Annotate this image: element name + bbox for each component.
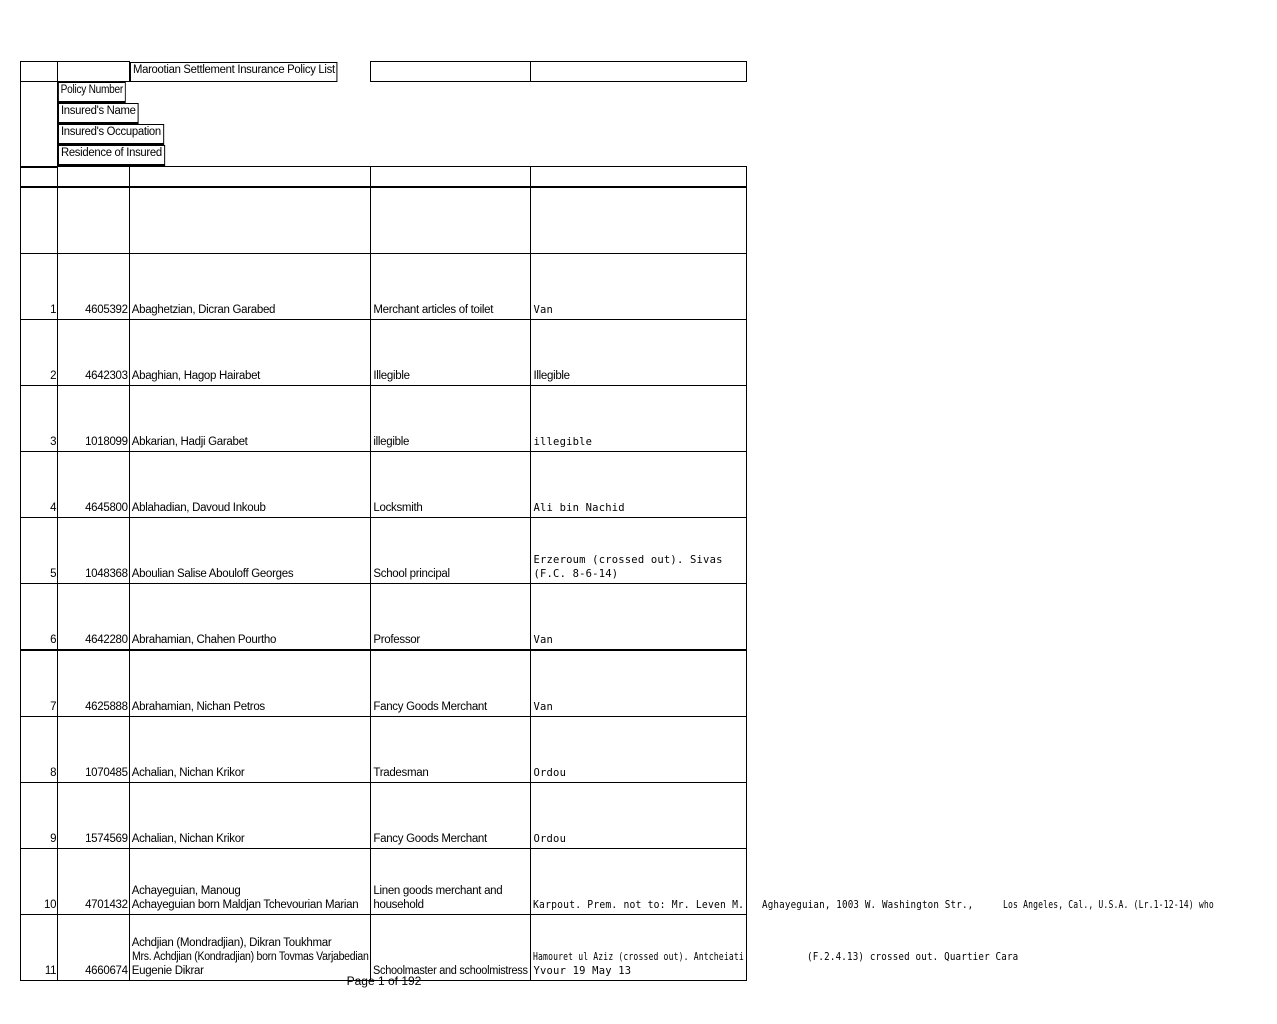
row-index: 11: [21, 914, 58, 980]
insured-occupation-line: Schoolmaster and schoolmistress: [373, 964, 529, 977]
insured-residence: [531, 517, 747, 583]
insured-name: [129, 385, 371, 451]
insured-residence: [531, 782, 747, 848]
policy-number: 4605392: [58, 253, 129, 319]
insured-residence-line: Karpout. Prem. not to: Mr. Leven M.: [533, 898, 745, 911]
insured-name-line: Achalian, Nichan Krikor: [131, 766, 245, 779]
row-index: 2: [21, 319, 58, 385]
policy-number: 4701432: [58, 848, 129, 914]
insured-name: [129, 319, 371, 385]
insured-residence: [531, 650, 747, 717]
insured-residence-line: Ordou: [533, 832, 567, 845]
insured-name-line: Achayeguian, Manoug: [131, 884, 241, 897]
insured-residence-line: (F.C. 8-6-14): [533, 567, 619, 580]
table-row: [21, 914, 747, 980]
insured-residence: [531, 451, 747, 517]
insured-residence: [531, 253, 747, 319]
insured-name-line: Abkarian, Hadji Garabet: [131, 435, 248, 448]
insured-occupation: [371, 253, 531, 319]
insured-name: [129, 914, 371, 980]
insured-occupation: [371, 319, 531, 385]
row-index: 9: [21, 782, 58, 848]
insured-occupation: [371, 650, 531, 717]
table-row: [21, 253, 747, 319]
insured-occupation-line: Merchant articles of toilet: [373, 303, 494, 316]
insured-residence-line: illegible: [533, 435, 593, 448]
insured-name-line: Achayeguian born Maldjan Tchevourian Marian: [131, 898, 359, 911]
insured-name-line: Abrahamian, Chahen Pourtho: [131, 633, 277, 646]
insured-residence-line: Hamouret ul Aziz (crossed out). Antcheiati: [533, 950, 745, 963]
insured-occupation-line: Fancy Goods Merchant: [373, 700, 487, 713]
insured-name-line: Abrahamian, Nichan Petros: [131, 700, 265, 713]
insured-residence-line: Erzeroum (crossed out). Sivas: [533, 553, 723, 566]
header-occupation: Insured's Occupation: [58, 124, 164, 145]
insured-name-line: Achalian, Nichan Krikor: [131, 832, 245, 845]
insured-occupation: [371, 716, 531, 782]
insured-residence-line: Aghayeguian, 1003 W. Washington Str.,: [761, 898, 974, 911]
insured-residence-line: Yvour 19 May 13: [533, 964, 632, 977]
insured-name: [129, 517, 371, 583]
table-row: [21, 650, 747, 717]
policy-number: 1574569: [58, 782, 129, 848]
insured-occupation-line: Linen goods merchant and: [373, 884, 503, 897]
insured-residence-line: Van: [533, 633, 554, 646]
insured-residence-line: Ordou: [533, 766, 567, 779]
row-index: 8: [21, 716, 58, 782]
policy-sheet: [20, 61, 1214, 981]
row-index: 5: [21, 517, 58, 583]
page-footer: Page 1 of 192: [346, 974, 422, 988]
insured-name: [129, 253, 371, 319]
insured-name: [129, 451, 371, 517]
table-row: [21, 782, 747, 848]
insured-residence-line: Van: [533, 303, 554, 316]
insured-occupation: [371, 517, 531, 583]
insured-occupation-line: School principal: [373, 567, 450, 580]
insured-occupation-line: Tradesman: [373, 766, 429, 779]
table-row: [21, 716, 747, 782]
insured-occupation: [371, 385, 531, 451]
insured-name-line: Mrs. Achdjian (Kondradjian) born Tovmas Varjabedian: [131, 950, 369, 963]
row-index: 3: [21, 385, 58, 451]
insured-name: [129, 782, 371, 848]
sheet-title: Marootian Settlement Insurance Policy List: [130, 62, 338, 82]
insured-occupation: [371, 848, 531, 914]
insured-residence-line: Ali bin Nachid: [533, 501, 625, 514]
insured-name-line: Eugenie Dikrar: [131, 964, 204, 977]
insured-occupation-line: illegible: [373, 435, 410, 448]
insured-residence: [531, 319, 747, 385]
policy-number: 1048368: [58, 517, 129, 583]
insured-name-line: Ablahadian, Davoud Inkoub: [131, 501, 266, 514]
insured-occupation: [371, 914, 531, 980]
insured-name-line: Achdjian (Mondradjian), Dikran Toukhmar: [131, 936, 332, 949]
insured-name: [129, 583, 371, 650]
row-index: 4: [21, 451, 58, 517]
insured-occupation: [371, 583, 531, 650]
insured-residence: [531, 914, 1019, 980]
insured-occupation: [371, 451, 531, 517]
policy-number: 4660674: [58, 914, 129, 980]
policy-number: 4645800: [58, 451, 129, 517]
insured-residence: [531, 716, 747, 782]
insured-name-line: Aboulian Salise Abouloff Georges: [131, 567, 294, 580]
policy-number: 4642303: [58, 319, 129, 385]
insured-residence-line: Van: [533, 700, 554, 713]
insured-residence: [531, 848, 1214, 914]
insured-occupation: [371, 782, 531, 848]
blank-row: [21, 167, 747, 187]
insured-occupation-line: household: [373, 898, 424, 911]
insured-name: [129, 650, 371, 717]
table-row: [21, 319, 747, 385]
insured-residence-line: Illegible: [533, 369, 570, 382]
row-index: 6: [21, 583, 58, 650]
policy-number: 4625888: [58, 650, 129, 717]
insured-occupation-line: Illegible: [373, 369, 410, 382]
insured-name-line: Abaghetzian, Dicran Garabed: [131, 303, 276, 316]
insured-occupation-line: Fancy Goods Merchant: [373, 832, 487, 845]
spacer-row: [21, 187, 747, 254]
header-insured-name: Insured's Name: [58, 103, 139, 124]
policy-table: [20, 61, 1214, 981]
row-index: 10: [21, 848, 58, 914]
title-row: [21, 62, 747, 82]
row-index: 7: [21, 650, 58, 717]
insured-occupation-line: Professor: [373, 633, 420, 646]
table-row: [21, 385, 747, 451]
policy-number: 1070485: [58, 716, 129, 782]
insured-occupation-line: Locksmith: [373, 501, 423, 514]
insured-residence: [531, 385, 747, 451]
header-row: [21, 82, 747, 167]
table-row: [21, 583, 747, 650]
table-row: [21, 451, 747, 517]
insured-name-line: Abaghian, Hagop Hairabet: [131, 369, 261, 382]
header-policy-number: Policy Number: [58, 82, 126, 103]
policy-number: 1018099: [58, 385, 129, 451]
insured-residence-line: (F.2.4.13) crossed out. Quartier Cara: [807, 950, 1019, 963]
insured-name: [129, 716, 371, 782]
table-row: [21, 848, 747, 914]
header-residence: Residence of Insured: [58, 145, 165, 166]
table-row: [21, 517, 747, 583]
insured-name: [129, 848, 371, 914]
insured-residence-line: Los Angeles, Cal., U.S.A. (Lr.1-12-14) who: [1003, 898, 1214, 911]
row-index: 1: [21, 253, 58, 319]
insured-residence: [531, 583, 747, 650]
policy-number: 4642280: [58, 583, 129, 650]
